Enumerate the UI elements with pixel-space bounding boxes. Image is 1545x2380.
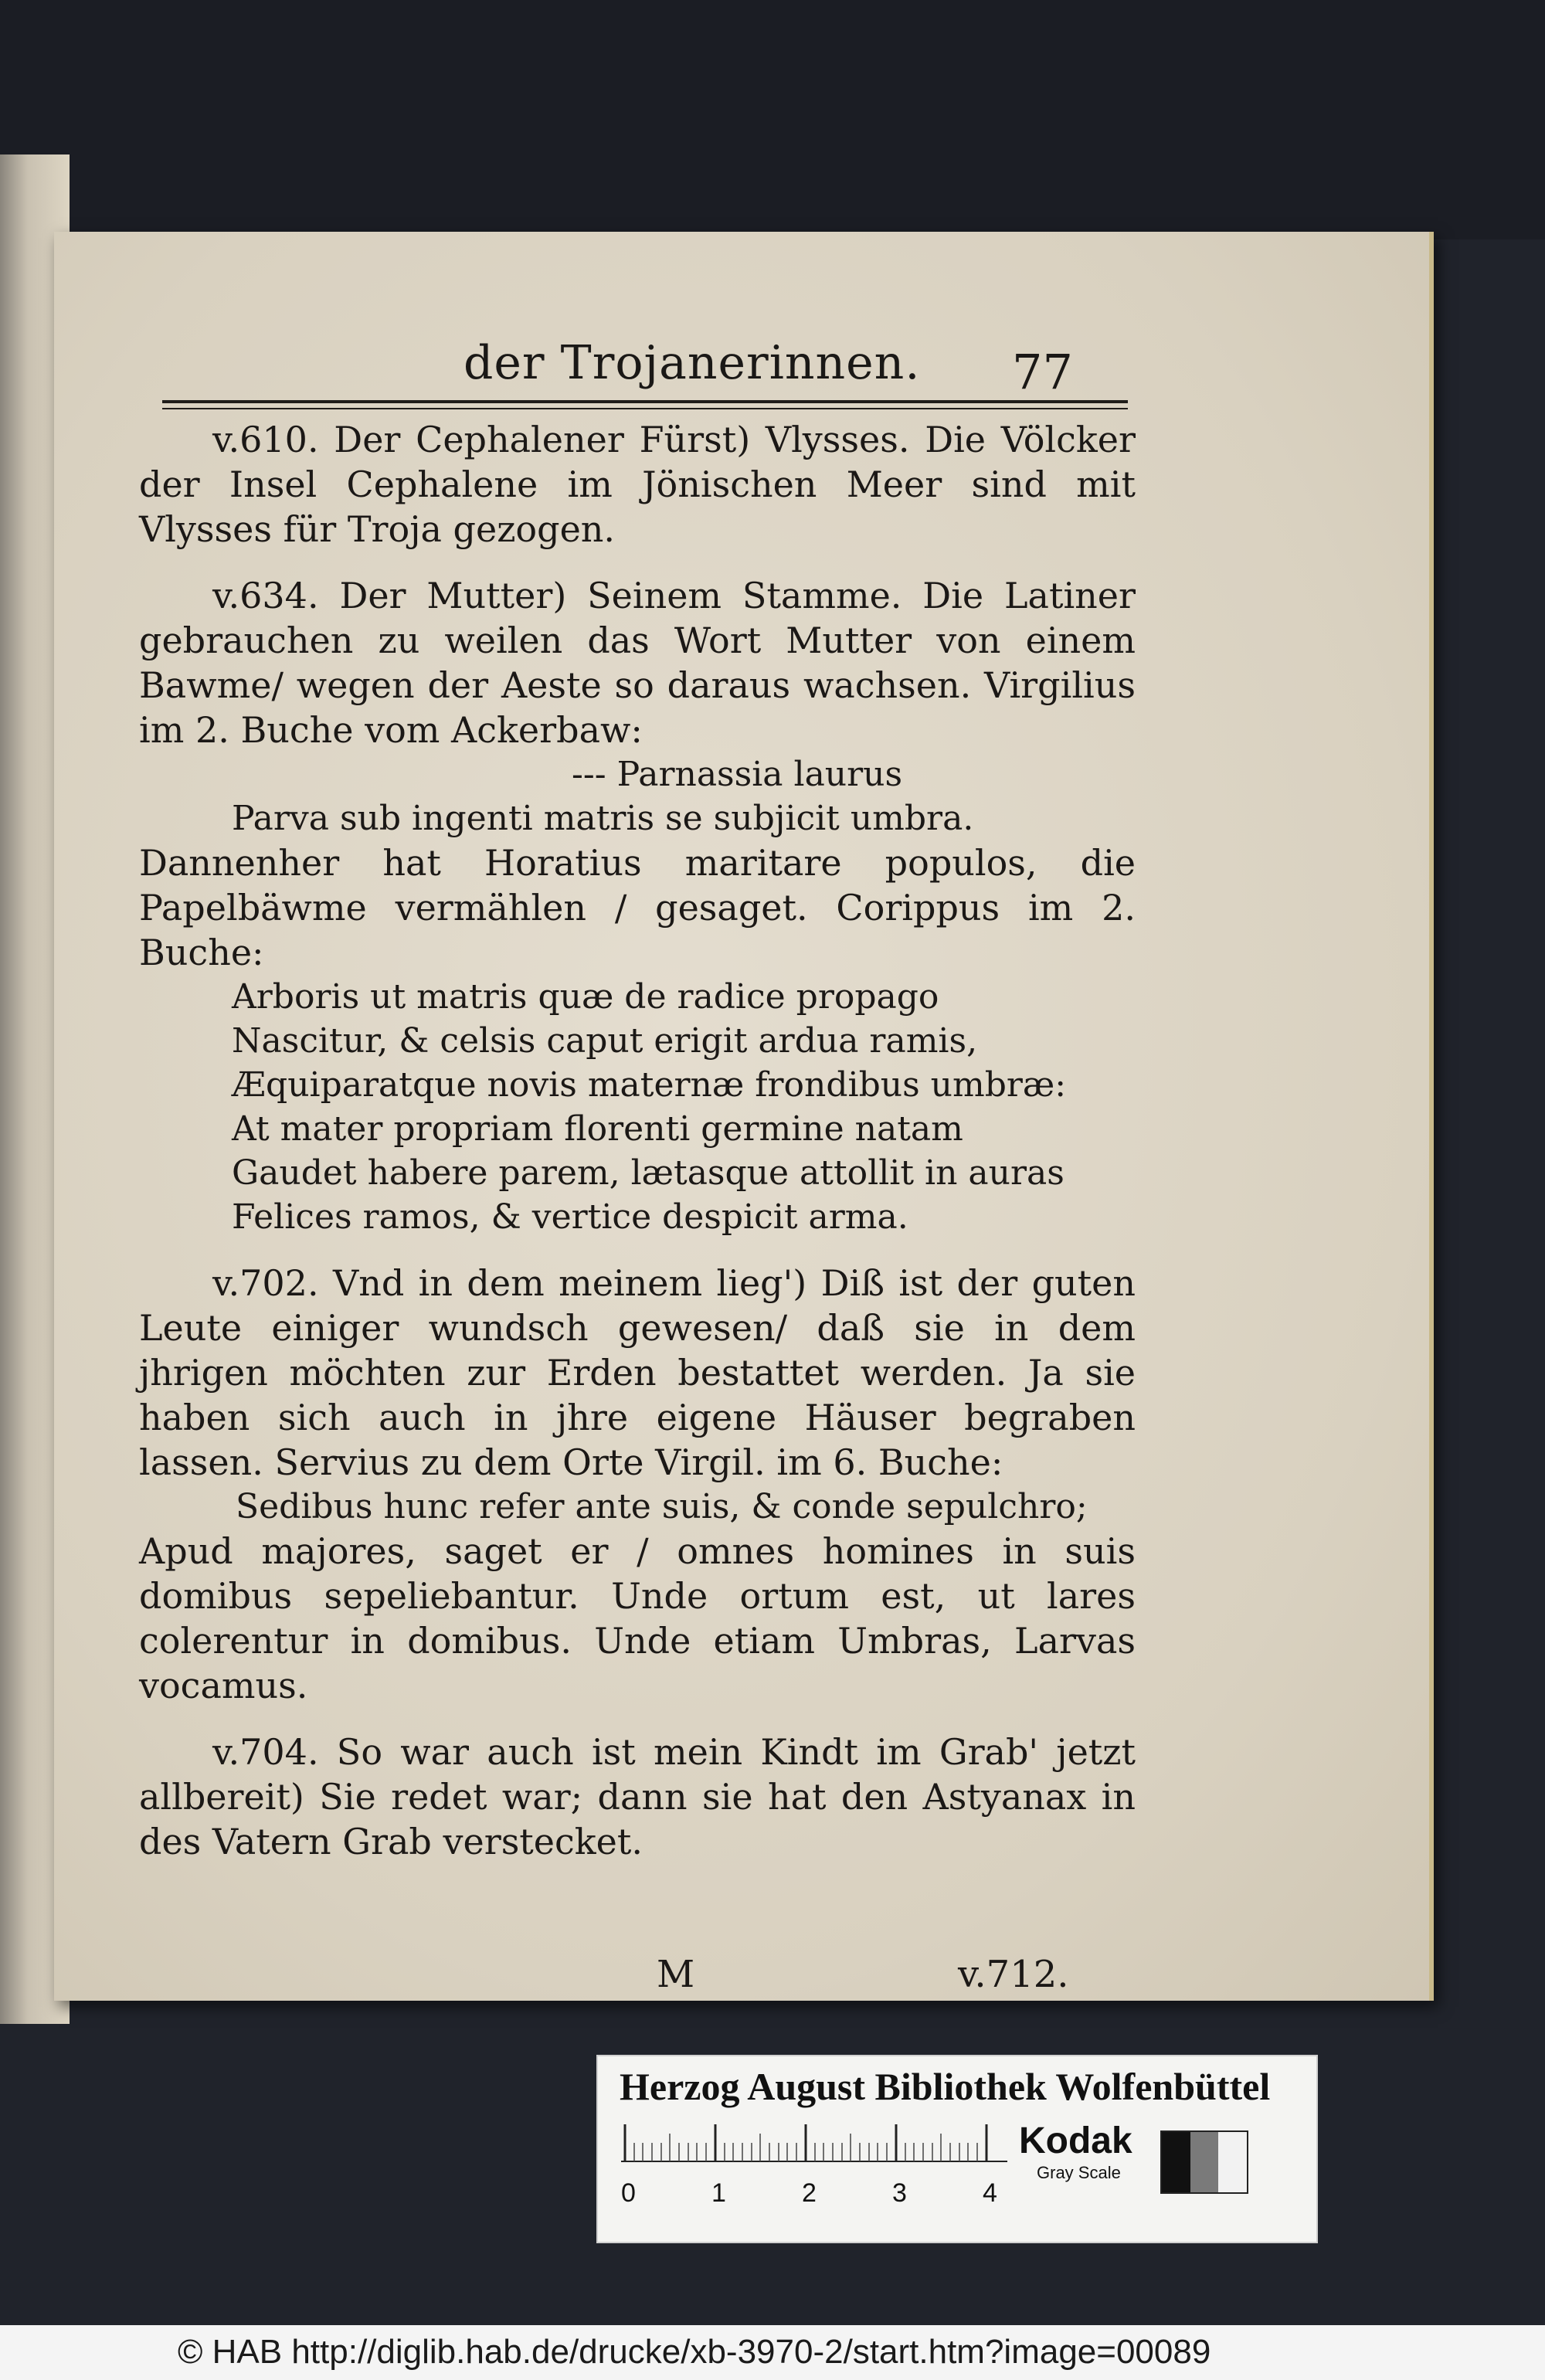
ruler-label: 3: [892, 2178, 907, 2208]
ruler-scale: [621, 2124, 1007, 2163]
catchword: v.712.: [958, 1953, 1069, 1996]
verse-line: Arboris ut matris quæ de radice propago: [232, 977, 939, 1017]
ruler-label: 2: [802, 2178, 817, 2208]
verse-line: Sedibus hunc refer ante suis, & conde sepulchro;: [236, 1487, 1088, 1526]
verse-line: At mater propriam florenti germine natam: [232, 1109, 963, 1149]
verse-line: Nascitur, & celsis caput erigit ardua ramis,: [232, 1021, 978, 1061]
institution-label: Herzog August Bibliothek Wolfenbüttel: [620, 2065, 1271, 2108]
swatch-white: [1218, 2132, 1247, 2192]
note-v634: v.634. Der Mutter) Seinem Stamme. Die Latiner gebrauchen zu weilen das Wort Mutter von einem Bawme/ wegen der Aeste so daraus wachsen. Virgilius im 2. Buche vom Ackerbaw:: [139, 575, 1136, 751]
book-page: [54, 232, 1434, 2001]
running-head: der Trojanerinnen.: [464, 336, 921, 390]
source-url: © HAB http://diglib.hab.de/drucke/xb-3970-2/start.htm?image=00089: [178, 2333, 1211, 2371]
verse-line: Gaudet habere parem, lætasque attollit in auras: [232, 1153, 1065, 1193]
ruler-label: 4: [983, 2178, 997, 2208]
paragraph-horatius: Dannenher hat Horatius maritare populos, die Papelbäwme vermählen / gesaget. Corippus im 2. Buche:: [139, 842, 1136, 973]
ruler-labels: [615, 2178, 1048, 2217]
dark-background: [0, 0, 1545, 239]
swatch-gray: [1190, 2132, 1219, 2192]
kodak-logo: Kodak: [1019, 2120, 1132, 2161]
color-target-card: [596, 2055, 1318, 2243]
verse-line: Æquiparatque novis maternæ frondibus umbræ:: [232, 1065, 1067, 1105]
gray-swatches: [1160, 2130, 1248, 2194]
grayscale-label: Gray Scale: [1037, 2163, 1121, 2182]
note-v610: v.610. Der Cephalener Fürst) Vlysses. Die Völcker der Insel Cephalene im Jönischen Meer sind mit Vlysses für Troja gezogen.: [139, 419, 1136, 550]
page-number: 77: [1012, 344, 1073, 400]
verse-line: --- Parnassia laurus: [572, 755, 903, 794]
verse-line: Felices ramos, & vertice despicit arma.: [232, 1197, 908, 1237]
paragraph-servius: Apud majores, saget er / omnes homines in suis domibus sepeliebantur. Unde ortum est, ut lares colerentur in domibus. Unde etiam Umbras, Larvas vocamus.: [139, 1530, 1136, 1706]
signature-mark: M: [657, 1953, 695, 1996]
note-v704: v.704. So war auch ist mein Kindt im Grab' jetzt allbereit) Sie redet war; dann sie hat den Astyanax in des Vatern Grab verstecket.: [139, 1731, 1136, 1862]
header-rule: [162, 400, 1128, 409]
ruler-label: 1: [711, 2178, 726, 2208]
swatch-black: [1162, 2132, 1190, 2192]
text-block: [139, 417, 1136, 1864]
ruler-label: 0: [621, 2178, 636, 2208]
note-v702: v.702. Vnd in dem meinem lieg') Diß ist der guten Leute einiger wundsch gewesen/ daß sie in dem jhrigen möchten zur Erden bestattet werden. Ja sie haben sich auch in jhre eigene Häuser begraben lassen. Servius zu dem Orte Virgil. im 6. Buche:: [139, 1262, 1136, 1483]
verse-line: Parva sub ingenti matris se subjicit umbra.: [232, 799, 974, 838]
